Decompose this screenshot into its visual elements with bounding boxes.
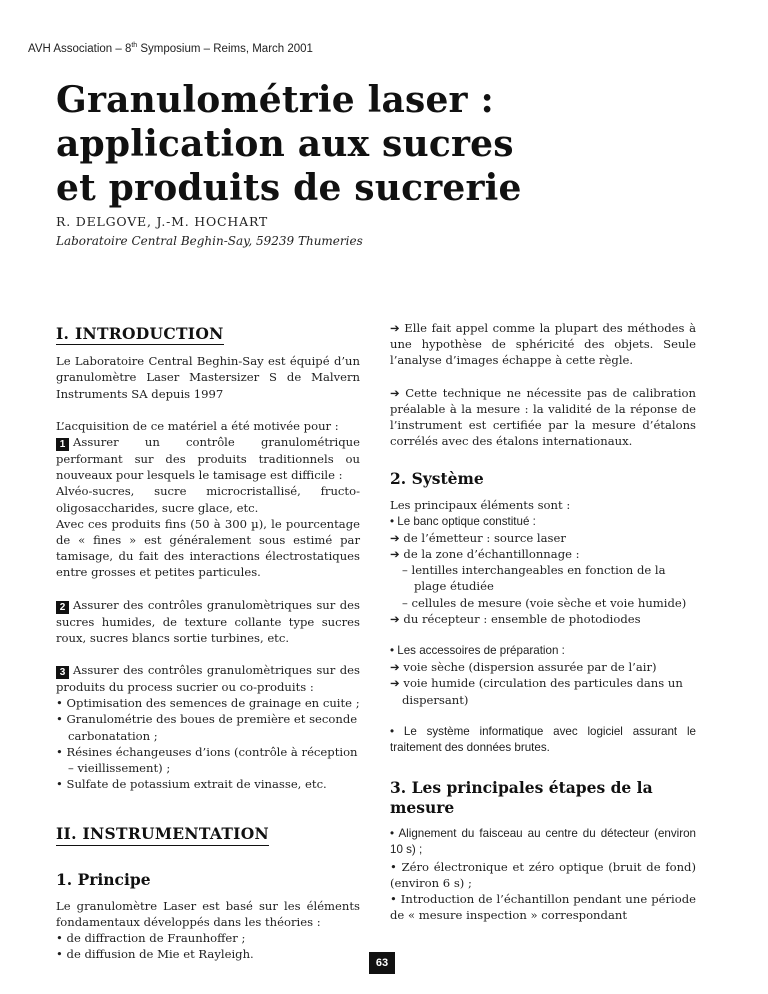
intro-paragraph: Le Laboratoire Central Beghin-Say est équipé d’un granulomètre Laser Mastersizer S de Malvern Instruments SA depuis 1997 xyxy=(56,354,360,401)
list-item: • Résines échangeuses d’ions (contrôle à réception – vieillissement) ; xyxy=(56,744,358,776)
list-item: • Granulométrie des boues de première et seconde carbonatation ; xyxy=(56,712,358,743)
right-column xyxy=(390,320,696,923)
list-item: ➔ de la zone d’échantillonnage : xyxy=(390,547,580,562)
item-1-products: Alvéo-sucres, sucre microcristallisé, fructo-oligosaccharides, sucre glace, etc. xyxy=(56,484,360,515)
item-2: 2 Assurer des contrôles granulomètriques sur des sucres humides, de texture collante type sucres roux, sucres blancs sortie turbines, etc. xyxy=(56,597,360,645)
title-line-3: et produits de sucrerie xyxy=(56,167,522,209)
title-line-1: Granulométrie laser : xyxy=(56,79,494,121)
list-item: ➔ du récepteur : ensemble de photodiodes xyxy=(390,611,641,626)
running-header: AVH Association – 8th Symposium – Reims, March 2001 xyxy=(28,42,313,55)
list-item: • Introduction de l’échantillon pendant une période de « mesure inspection » correspondant xyxy=(390,892,696,923)
number-badge-2: 2 xyxy=(56,601,69,614)
list-item: • Optimisation des semences de grainage en cuite ; xyxy=(56,696,360,711)
list-item: ➔ voie humide (circulation des particules dans un dispersant) xyxy=(390,676,683,707)
principe-paragraph: Le granulomètre Laser est basé sur les éléments fondamentaux développés dans les théories : xyxy=(56,898,360,929)
section-heading-instrumentation: II. INSTRUMENTATION xyxy=(56,826,269,845)
list-item: • Le banc optique constitué : xyxy=(390,514,536,528)
list-item: ➔ voie sèche (dispersion assurée par de l’air) xyxy=(390,660,657,675)
number-badge-1: 1 xyxy=(56,438,69,451)
list-item: – cellules de mesure (voie sèche et voie humide) xyxy=(402,595,687,610)
number-badge-3: 3 xyxy=(56,666,69,679)
item-1-note: Avec ces produits fins (50 à 300 µ), le pourcentage de « fines » est généralement sous estimé par tamisage, du fait des interactions électrostatiques entre grosses et petites particules. xyxy=(56,516,360,580)
subsection-heading-systeme: 2. Système xyxy=(390,469,484,489)
affiliation: Laboratoire Central Beghin-Say, 59239 Thumeries xyxy=(56,234,363,248)
authors: R. DELGOVE, J.-M. HOCHART xyxy=(56,214,269,229)
sphericity-paragraph: ➔ Elle fait appel comme la plupart des méthodes à une hypothèse de sphéricité des objets. Seule l’analyse d’images échappe à cette règle. xyxy=(390,321,696,368)
section-heading-introduction: I. INTRODUCTION xyxy=(56,326,224,345)
list-item: • Les accessoires de préparation : xyxy=(390,644,565,658)
subsection-heading-principe: 1. Principe xyxy=(56,869,151,889)
informatique-paragraph: • Le système informatique avec logiciel assurant le traitement des données brutes. xyxy=(390,724,696,755)
list-item: • Zéro électronique et zéro optique (bruit de fond) (environ 6 s) ; xyxy=(390,859,696,890)
title-line-2: application aux sucres xyxy=(56,123,514,165)
item-1: 1 Assurer un contrôle granulométrique performant sur des produits traditionnels ou nouveaux pour lesquels le tamisage est difficile : xyxy=(56,435,360,483)
left-column xyxy=(56,322,360,962)
article-title xyxy=(56,78,656,210)
intro-lead: L’acquisition de ce matériel a été motivée pour : xyxy=(56,418,339,433)
subsection-heading-etapes: 3. Les principales étapes de la mesure xyxy=(390,778,653,818)
calibration-paragraph: ➔ Cette technique ne nécessite pas de calibration préalable à la mesure : la validité de la réponse de l’instrument est certifiée par la mesure d’étalons corrélés avec des étalons internationaux. xyxy=(390,385,696,449)
list-item: • Alignement du faisceau au centre du détecteur (environ 10 s) ; xyxy=(390,827,696,857)
list-item: • Sulfate de potassium extrait de vinasse, etc. xyxy=(56,777,327,792)
list-item: – lentilles interchangeables en fonction de la plage étudiée xyxy=(402,563,666,594)
page-number: 63 xyxy=(369,952,395,974)
systeme-intro: Les principaux éléments sont : xyxy=(390,498,571,513)
item-3: 3 Assurer des contrôles granulomètriques sur des produits du process sucrier ou co-produits : xyxy=(56,663,360,695)
list-item: • de diffraction de Fraunhoffer ; xyxy=(56,931,246,946)
list-item: ➔ de l’émetteur : source laser xyxy=(390,530,566,545)
list-item: • de diffusion de Mie et Rayleigh. xyxy=(56,947,254,962)
